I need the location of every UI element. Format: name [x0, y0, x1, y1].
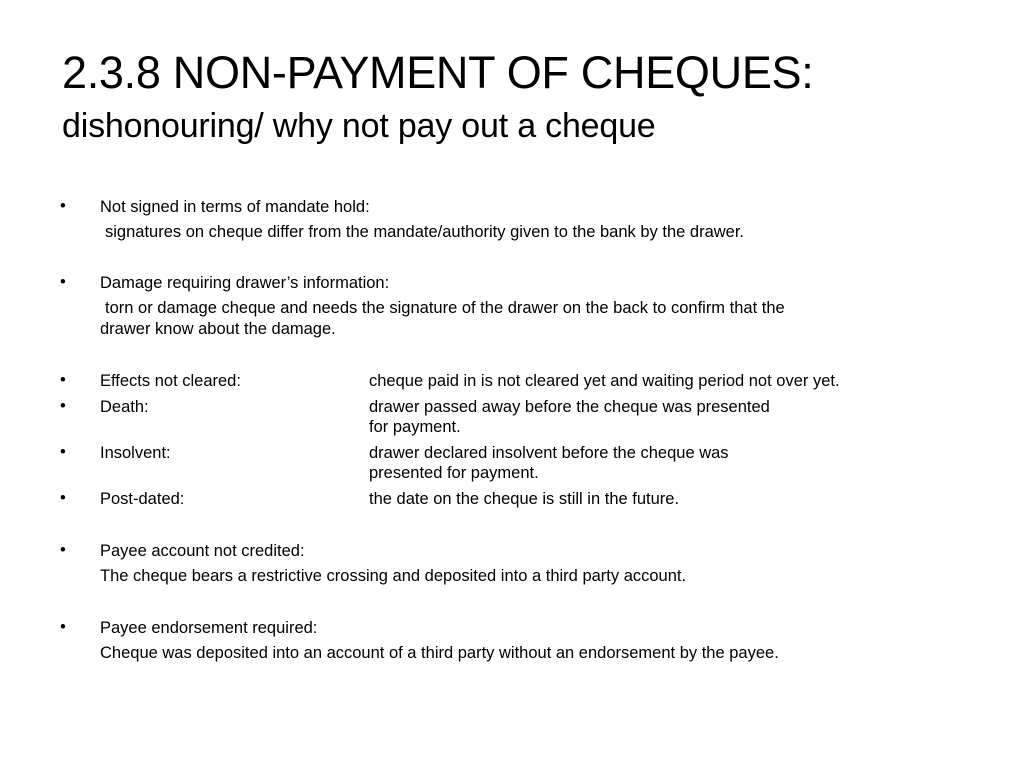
title-subtitle: dishonouring/ why not pay out a cheque — [62, 107, 656, 145]
item-death-detail-line2: for payment. — [369, 418, 461, 436]
item-payee-not-credited-detail: The cheque bears a restrictive crossing and deposited into a third party account. — [100, 567, 687, 585]
bullet-marker: • — [60, 618, 66, 636]
item-death-label: Death: — [100, 398, 149, 416]
item-damage-detail-line2: drawer know about the damage. — [100, 320, 336, 338]
item-insolvent-label: Insolvent: — [100, 444, 171, 462]
item-death-detail-line1: drawer passed away before the cheque was presented — [369, 398, 770, 416]
item-payee-endorsement-heading: Payee endorsement required: — [100, 619, 318, 637]
item-insolvent-detail-line2: presented for payment. — [369, 464, 539, 482]
bullet-marker: • — [60, 371, 66, 389]
item-post-dated-label: Post-dated: — [100, 490, 185, 508]
item-effects-detail: cheque paid in is not cleared yet and waiting period not over yet. — [369, 372, 840, 390]
bullet-marker: • — [60, 489, 66, 507]
item-not-signed-heading: Not signed in terms of mandate hold: — [100, 198, 370, 216]
item-damage-heading: Damage requiring drawer’s information: — [100, 274, 390, 292]
item-insolvent-detail-line1: drawer declared insolvent before the cheque was — [369, 444, 729, 462]
item-not-signed-detail: signatures on cheque differ from the mandate/authority given to the bank by the drawer. — [105, 223, 745, 241]
item-damage-detail-line1: torn or damage cheque and needs the signature of the drawer on the back to confirm that the — [105, 299, 785, 317]
item-post-dated-detail: the date on the cheque is still in the future. — [369, 490, 680, 508]
item-payee-endorsement-detail: Cheque was deposited into an account of a third party without an endorsement by the payee. — [100, 644, 779, 662]
bullet-marker: • — [60, 397, 66, 415]
bullet-marker: • — [60, 197, 66, 215]
bullet-marker: • — [60, 273, 66, 291]
item-payee-not-credited-heading: Payee account not credited: — [100, 542, 305, 560]
bullet-marker: • — [60, 541, 66, 559]
bullet-marker: • — [60, 443, 66, 461]
title-main: 2.3.8 NON-PAYMENT OF CHEQUES: — [62, 47, 814, 98]
item-effects-label: Effects not cleared: — [100, 372, 241, 390]
